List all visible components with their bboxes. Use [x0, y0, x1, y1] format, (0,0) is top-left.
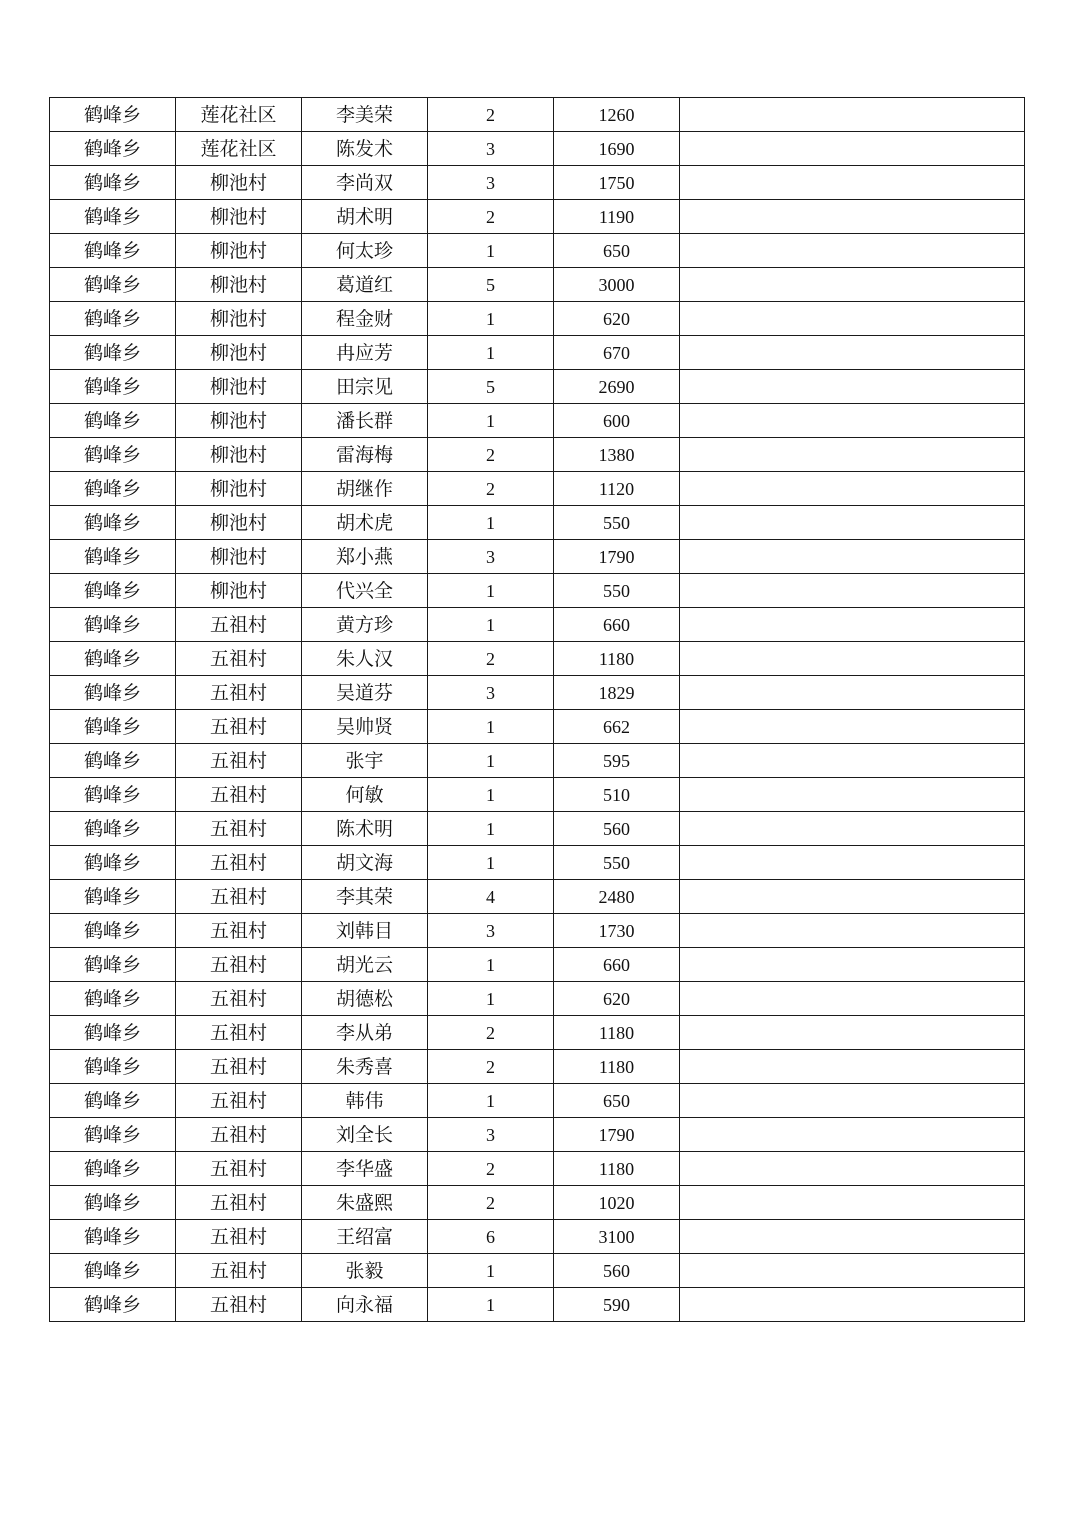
table-row: [50, 472, 1025, 506]
remark-cell: [680, 608, 1025, 642]
remark-cell: [680, 98, 1025, 132]
township-cell: 鹤峰乡: [50, 200, 176, 234]
amount-cell: 1180: [554, 642, 680, 676]
amount-cell: 620: [554, 302, 680, 336]
amount-cell: 550: [554, 506, 680, 540]
remark-cell: [680, 540, 1025, 574]
township-cell: 鹤峰乡: [50, 676, 176, 710]
name-cell: 胡继作: [302, 472, 428, 506]
name-cell: 胡德松: [302, 982, 428, 1016]
count-cell: 1: [428, 404, 554, 438]
remark-cell: [680, 642, 1025, 676]
name-cell: 吴帅贤: [302, 710, 428, 744]
count-cell: 2: [428, 1152, 554, 1186]
amount-cell: 670: [554, 336, 680, 370]
amount-cell: 1260: [554, 98, 680, 132]
township-cell: 鹤峰乡: [50, 302, 176, 336]
amount-cell: 1180: [554, 1050, 680, 1084]
name-cell: 李尚双: [302, 166, 428, 200]
table-row: [50, 200, 1025, 234]
village-cell: 五祖村: [176, 608, 302, 642]
remark-cell: [680, 880, 1025, 914]
amount-cell: 3000: [554, 268, 680, 302]
amount-cell: 650: [554, 234, 680, 268]
name-cell: 韩伟: [302, 1084, 428, 1118]
name-cell: 刘全长: [302, 1118, 428, 1152]
village-cell: 柳池村: [176, 370, 302, 404]
name-cell: 李其荣: [302, 880, 428, 914]
township-cell: 鹤峰乡: [50, 1254, 176, 1288]
village-cell: 五祖村: [176, 914, 302, 948]
name-cell: 吴道芬: [302, 676, 428, 710]
remark-cell: [680, 438, 1025, 472]
village-cell: 五祖村: [176, 778, 302, 812]
count-cell: 3: [428, 676, 554, 710]
name-cell: 郑小燕: [302, 540, 428, 574]
name-cell: 潘长群: [302, 404, 428, 438]
amount-cell: 595: [554, 744, 680, 778]
count-cell: 2: [428, 98, 554, 132]
remark-cell: [680, 710, 1025, 744]
name-cell: 朱秀喜: [302, 1050, 428, 1084]
amount-cell: 660: [554, 948, 680, 982]
village-cell: 五祖村: [176, 812, 302, 846]
village-cell: 五祖村: [176, 1118, 302, 1152]
count-cell: 1: [428, 1084, 554, 1118]
remark-cell: [680, 132, 1025, 166]
village-cell: 五祖村: [176, 676, 302, 710]
township-cell: 鹤峰乡: [50, 1152, 176, 1186]
count-cell: 1: [428, 778, 554, 812]
township-cell: 鹤峰乡: [50, 948, 176, 982]
remark-cell: [680, 778, 1025, 812]
name-cell: 黄方珍: [302, 608, 428, 642]
amount-cell: 1180: [554, 1152, 680, 1186]
township-cell: 鹤峰乡: [50, 1288, 176, 1322]
remark-cell: [680, 1016, 1025, 1050]
amount-cell: 510: [554, 778, 680, 812]
name-cell: 朱盛熙: [302, 1186, 428, 1220]
count-cell: 1: [428, 1288, 554, 1322]
amount-cell: 560: [554, 1254, 680, 1288]
count-cell: 1: [428, 234, 554, 268]
remark-cell: [680, 574, 1025, 608]
remark-cell: [680, 166, 1025, 200]
remark-cell: [680, 1254, 1025, 1288]
table-row: [50, 812, 1025, 846]
village-cell: 五祖村: [176, 948, 302, 982]
township-cell: 鹤峰乡: [50, 234, 176, 268]
amount-cell: 600: [554, 404, 680, 438]
amount-cell: 660: [554, 608, 680, 642]
remark-cell: [680, 1288, 1025, 1322]
remark-cell: [680, 234, 1025, 268]
name-cell: 陈发术: [302, 132, 428, 166]
village-cell: 柳池村: [176, 574, 302, 608]
name-cell: 胡术虎: [302, 506, 428, 540]
village-cell: 五祖村: [176, 744, 302, 778]
township-cell: 鹤峰乡: [50, 540, 176, 574]
amount-cell: 550: [554, 574, 680, 608]
township-cell: 鹤峰乡: [50, 472, 176, 506]
amount-cell: 1120: [554, 472, 680, 506]
remark-cell: [680, 506, 1025, 540]
township-cell: 鹤峰乡: [50, 166, 176, 200]
remark-cell: [680, 302, 1025, 336]
remark-cell: [680, 336, 1025, 370]
remark-cell: [680, 1118, 1025, 1152]
table-row: [50, 574, 1025, 608]
table-row: [50, 1186, 1025, 1220]
count-cell: 1: [428, 608, 554, 642]
remark-cell: [680, 370, 1025, 404]
village-cell: 莲花社区: [176, 132, 302, 166]
name-cell: 李美荣: [302, 98, 428, 132]
township-cell: 鹤峰乡: [50, 778, 176, 812]
table-row: [50, 880, 1025, 914]
name-cell: 李从弟: [302, 1016, 428, 1050]
amount-cell: 1829: [554, 676, 680, 710]
count-cell: 1: [428, 948, 554, 982]
remark-cell: [680, 1050, 1025, 1084]
table-row: [50, 98, 1025, 132]
table-row: [50, 1084, 1025, 1118]
count-cell: 1: [428, 1254, 554, 1288]
remark-cell: [680, 404, 1025, 438]
table-row: [50, 506, 1025, 540]
amount-cell: 650: [554, 1084, 680, 1118]
amount-cell: 2690: [554, 370, 680, 404]
name-cell: 朱人汉: [302, 642, 428, 676]
table-row: [50, 404, 1025, 438]
name-cell: 代兴全: [302, 574, 428, 608]
township-cell: 鹤峰乡: [50, 268, 176, 302]
remark-cell: [680, 1084, 1025, 1118]
table-row: [50, 336, 1025, 370]
name-cell: 张宇: [302, 744, 428, 778]
village-cell: 五祖村: [176, 982, 302, 1016]
table-row: [50, 1050, 1025, 1084]
amount-cell: 620: [554, 982, 680, 1016]
table-row: [50, 438, 1025, 472]
village-cell: 五祖村: [176, 846, 302, 880]
table-row: [50, 1152, 1025, 1186]
amount-cell: 1380: [554, 438, 680, 472]
table-row: [50, 710, 1025, 744]
name-cell: 向永福: [302, 1288, 428, 1322]
township-cell: 鹤峰乡: [50, 370, 176, 404]
amount-cell: 550: [554, 846, 680, 880]
township-cell: 鹤峰乡: [50, 1050, 176, 1084]
amount-cell: 2480: [554, 880, 680, 914]
table-row: [50, 676, 1025, 710]
amount-cell: 1790: [554, 540, 680, 574]
remark-cell: [680, 846, 1025, 880]
township-cell: 鹤峰乡: [50, 812, 176, 846]
remark-cell: [680, 268, 1025, 302]
village-cell: 柳池村: [176, 472, 302, 506]
township-cell: 鹤峰乡: [50, 1084, 176, 1118]
amount-cell: 1790: [554, 1118, 680, 1152]
amount-cell: 1690: [554, 132, 680, 166]
remark-cell: [680, 1152, 1025, 1186]
name-cell: 葛道红: [302, 268, 428, 302]
count-cell: 1: [428, 846, 554, 880]
village-cell: 五祖村: [176, 1050, 302, 1084]
name-cell: 张毅: [302, 1254, 428, 1288]
count-cell: 1: [428, 982, 554, 1016]
village-cell: 柳池村: [176, 302, 302, 336]
table-row: [50, 914, 1025, 948]
table-body: [50, 98, 1025, 1322]
village-cell: 柳池村: [176, 540, 302, 574]
amount-cell: 1190: [554, 200, 680, 234]
remark-cell: [680, 744, 1025, 778]
amount-cell: 662: [554, 710, 680, 744]
count-cell: 1: [428, 574, 554, 608]
name-cell: 雷海梅: [302, 438, 428, 472]
village-cell: 五祖村: [176, 1016, 302, 1050]
village-cell: 柳池村: [176, 234, 302, 268]
remark-cell: [680, 812, 1025, 846]
township-cell: 鹤峰乡: [50, 608, 176, 642]
count-cell: 1: [428, 302, 554, 336]
table-row: [50, 846, 1025, 880]
village-cell: 柳池村: [176, 268, 302, 302]
remark-cell: [680, 948, 1025, 982]
village-cell: 五祖村: [176, 1186, 302, 1220]
count-cell: 2: [428, 1050, 554, 1084]
count-cell: 4: [428, 880, 554, 914]
township-cell: 鹤峰乡: [50, 846, 176, 880]
village-cell: 莲花社区: [176, 98, 302, 132]
name-cell: 胡术明: [302, 200, 428, 234]
village-cell: 五祖村: [176, 1220, 302, 1254]
name-cell: 李华盛: [302, 1152, 428, 1186]
count-cell: 2: [428, 472, 554, 506]
table-row: [50, 268, 1025, 302]
table-row: [50, 948, 1025, 982]
name-cell: 冉应芳: [302, 336, 428, 370]
count-cell: 2: [428, 1016, 554, 1050]
township-cell: 鹤峰乡: [50, 336, 176, 370]
amount-cell: 1020: [554, 1186, 680, 1220]
count-cell: 3: [428, 914, 554, 948]
township-cell: 鹤峰乡: [50, 642, 176, 676]
name-cell: 陈术明: [302, 812, 428, 846]
count-cell: 1: [428, 812, 554, 846]
amount-cell: 1730: [554, 914, 680, 948]
table-row: [50, 608, 1025, 642]
count-cell: 3: [428, 1118, 554, 1152]
count-cell: 6: [428, 1220, 554, 1254]
count-cell: 1: [428, 336, 554, 370]
table-row: [50, 642, 1025, 676]
name-cell: 田宗见: [302, 370, 428, 404]
name-cell: 何太珍: [302, 234, 428, 268]
remark-cell: [680, 914, 1025, 948]
table-row: [50, 234, 1025, 268]
village-cell: 柳池村: [176, 506, 302, 540]
amount-cell: 560: [554, 812, 680, 846]
township-cell: 鹤峰乡: [50, 1220, 176, 1254]
count-cell: 2: [428, 200, 554, 234]
township-cell: 鹤峰乡: [50, 506, 176, 540]
village-cell: 五祖村: [176, 1084, 302, 1118]
name-cell: 王绍富: [302, 1220, 428, 1254]
village-cell: 五祖村: [176, 642, 302, 676]
count-cell: 3: [428, 166, 554, 200]
township-cell: 鹤峰乡: [50, 132, 176, 166]
table-row: [50, 1288, 1025, 1322]
name-cell: 刘韩目: [302, 914, 428, 948]
village-cell: 柳池村: [176, 336, 302, 370]
township-cell: 鹤峰乡: [50, 1118, 176, 1152]
table-row: [50, 540, 1025, 574]
village-cell: 柳池村: [176, 200, 302, 234]
village-cell: 五祖村: [176, 1254, 302, 1288]
table-row: [50, 370, 1025, 404]
township-cell: 鹤峰乡: [50, 982, 176, 1016]
village-cell: 五祖村: [176, 1288, 302, 1322]
count-cell: 2: [428, 438, 554, 472]
township-cell: 鹤峰乡: [50, 1016, 176, 1050]
table-row: [50, 166, 1025, 200]
count-cell: 1: [428, 710, 554, 744]
remark-cell: [680, 982, 1025, 1016]
village-cell: 柳池村: [176, 166, 302, 200]
count-cell: 1: [428, 506, 554, 540]
table-row: [50, 1016, 1025, 1050]
name-cell: 何敏: [302, 778, 428, 812]
township-cell: 鹤峰乡: [50, 710, 176, 744]
name-cell: 程金财: [302, 302, 428, 336]
amount-cell: 3100: [554, 1220, 680, 1254]
village-cell: 柳池村: [176, 438, 302, 472]
village-cell: 五祖村: [176, 880, 302, 914]
count-cell: 5: [428, 370, 554, 404]
name-cell: 胡光云: [302, 948, 428, 982]
name-cell: 胡文海: [302, 846, 428, 880]
township-cell: 鹤峰乡: [50, 1186, 176, 1220]
table-row: [50, 302, 1025, 336]
remark-cell: [680, 1220, 1025, 1254]
amount-cell: 1750: [554, 166, 680, 200]
remark-cell: [680, 676, 1025, 710]
data-table: [49, 97, 1025, 1322]
table-row: [50, 1254, 1025, 1288]
count-cell: 3: [428, 540, 554, 574]
table-row: [50, 1220, 1025, 1254]
table-row: [50, 778, 1025, 812]
count-cell: 5: [428, 268, 554, 302]
village-cell: 柳池村: [176, 404, 302, 438]
township-cell: 鹤峰乡: [50, 914, 176, 948]
remark-cell: [680, 200, 1025, 234]
amount-cell: 1180: [554, 1016, 680, 1050]
table-row: [50, 1118, 1025, 1152]
count-cell: 3: [428, 132, 554, 166]
village-cell: 五祖村: [176, 1152, 302, 1186]
township-cell: 鹤峰乡: [50, 744, 176, 778]
table-row: [50, 132, 1025, 166]
amount-cell: 590: [554, 1288, 680, 1322]
count-cell: 2: [428, 642, 554, 676]
township-cell: 鹤峰乡: [50, 438, 176, 472]
table-row: [50, 744, 1025, 778]
count-cell: 2: [428, 1186, 554, 1220]
remark-cell: [680, 472, 1025, 506]
township-cell: 鹤峰乡: [50, 98, 176, 132]
remark-cell: [680, 1186, 1025, 1220]
township-cell: 鹤峰乡: [50, 880, 176, 914]
count-cell: 1: [428, 744, 554, 778]
township-cell: 鹤峰乡: [50, 574, 176, 608]
table-row: [50, 982, 1025, 1016]
township-cell: 鹤峰乡: [50, 404, 176, 438]
village-cell: 五祖村: [176, 710, 302, 744]
